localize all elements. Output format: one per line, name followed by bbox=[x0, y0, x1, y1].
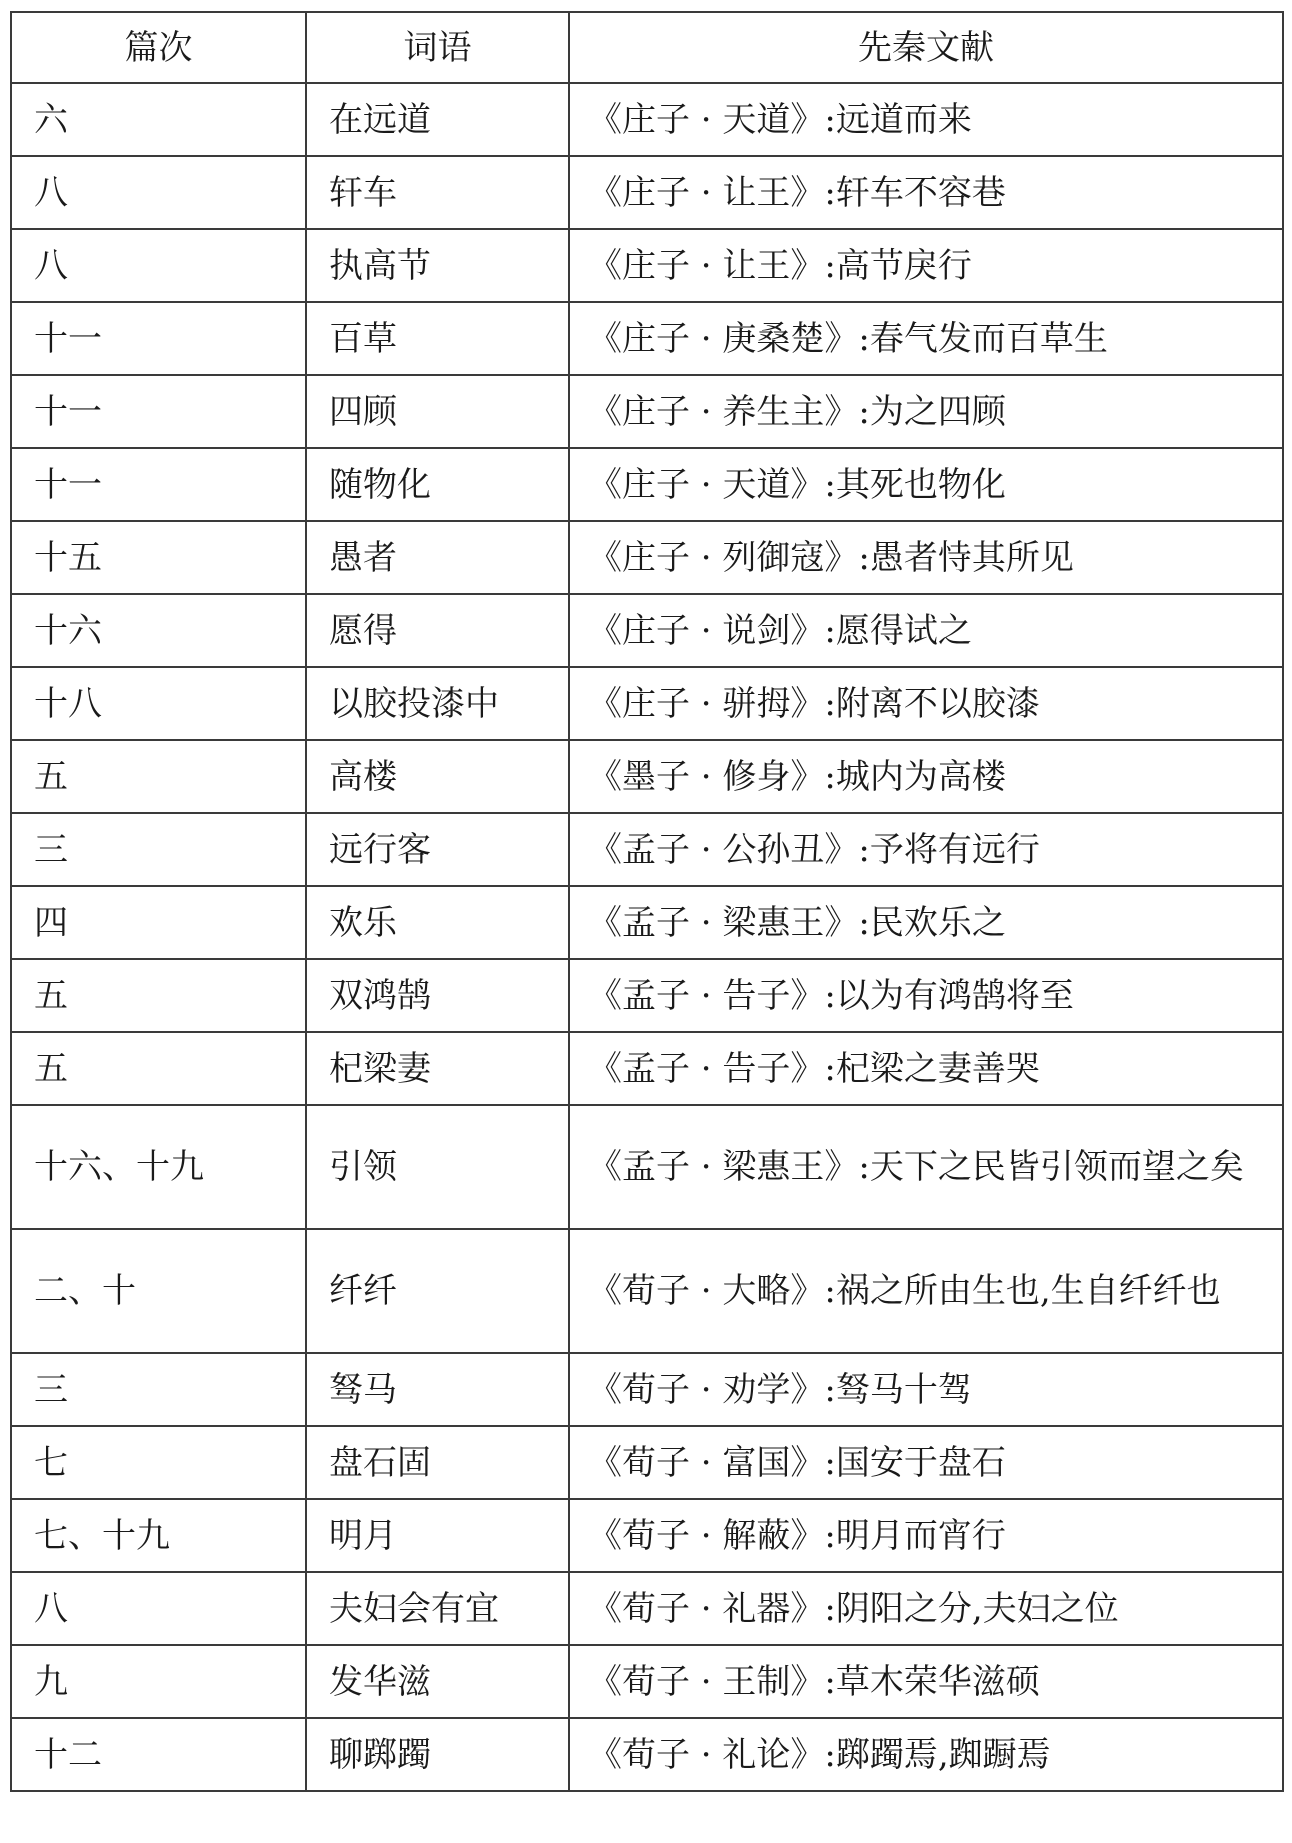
source-cell: 《庄子 · 骈拇》:附离不以胶漆 bbox=[569, 667, 1283, 740]
term-cell: 愿得 bbox=[306, 594, 569, 667]
table-row bbox=[11, 448, 1283, 521]
table-header bbox=[11, 12, 1283, 83]
source-cell: 《荀子 · 解蔽》:明月而宵行 bbox=[569, 1499, 1283, 1572]
source-cell: 《庄子 · 列御寇》:愚者恃其所见 bbox=[569, 521, 1283, 594]
source-cell: 《庄子 · 庚桑楚》:春气发而百草生 bbox=[569, 302, 1283, 375]
table-body bbox=[11, 83, 1283, 1791]
header-row bbox=[11, 12, 1283, 83]
chapter-cell: 八 bbox=[11, 156, 306, 229]
source-cell: 《庄子 · 天道》:其死也物化 bbox=[569, 448, 1283, 521]
table-row bbox=[11, 1032, 1283, 1105]
source-cell: 《庄子 · 让王》:高节戾行 bbox=[569, 229, 1283, 302]
source-cell: 《庄子 · 天道》:远道而来 bbox=[569, 83, 1283, 156]
chapter-cell: 七 bbox=[11, 1426, 306, 1499]
table-container bbox=[10, 11, 1282, 1792]
term-cell: 高楼 bbox=[306, 740, 569, 813]
chapter-cell: 五 bbox=[11, 740, 306, 813]
chapter-cell: 十五 bbox=[11, 521, 306, 594]
term-cell: 以胶投漆中 bbox=[306, 667, 569, 740]
chapter-cell: 九 bbox=[11, 1645, 306, 1718]
term-cell: 轩车 bbox=[306, 156, 569, 229]
chapter-cell: 十二 bbox=[11, 1718, 306, 1791]
header-term: 词语 bbox=[306, 12, 569, 83]
header-chapter: 篇次 bbox=[11, 12, 306, 83]
table-row bbox=[11, 959, 1283, 1032]
source-cell: 《孟子 · 告子》:以为有鸿鹄将至 bbox=[569, 959, 1283, 1032]
source-cell: 《庄子 · 说剑》:愿得试之 bbox=[569, 594, 1283, 667]
source-cell: 《荀子 · 劝学》:驽马十驾 bbox=[569, 1353, 1283, 1426]
chapter-cell: 十六、十九 bbox=[11, 1105, 306, 1229]
source-cell: 《荀子 · 礼论》:踯躅焉,踟蹰焉 bbox=[569, 1718, 1283, 1791]
term-cell: 明月 bbox=[306, 1499, 569, 1572]
table-row bbox=[11, 156, 1283, 229]
source-cell: 《孟子 · 公孙丑》:予将有远行 bbox=[569, 813, 1283, 886]
source-cell: 《荀子 · 王制》:草木荣华滋硕 bbox=[569, 1645, 1283, 1718]
chapter-cell: 五 bbox=[11, 959, 306, 1032]
source-cell: 《庄子 · 让王》:轩车不容巷 bbox=[569, 156, 1283, 229]
chapter-cell: 六 bbox=[11, 83, 306, 156]
source-cell: 《荀子 · 大略》:祸之所由生也,生自纤纤也 bbox=[569, 1229, 1283, 1353]
term-cell: 在远道 bbox=[306, 83, 569, 156]
chapter-cell: 三 bbox=[11, 1353, 306, 1426]
table-row bbox=[11, 229, 1283, 302]
table-row bbox=[11, 375, 1283, 448]
term-cell: 杞梁妻 bbox=[306, 1032, 569, 1105]
term-cell: 欢乐 bbox=[306, 886, 569, 959]
source-cell: 《孟子 · 梁惠王》:民欢乐之 bbox=[569, 886, 1283, 959]
chapter-cell: 二、十 bbox=[11, 1229, 306, 1353]
table-row bbox=[11, 1426, 1283, 1499]
term-cell: 驽马 bbox=[306, 1353, 569, 1426]
chapter-cell: 十一 bbox=[11, 448, 306, 521]
source-cell: 《荀子 · 礼器》:阴阳之分,夫妇之位 bbox=[569, 1572, 1283, 1645]
comparison-table bbox=[10, 11, 1284, 1792]
header-source: 先秦文献 bbox=[569, 12, 1283, 83]
source-cell: 《墨子 · 修身》:城内为高楼 bbox=[569, 740, 1283, 813]
table-row bbox=[11, 740, 1283, 813]
source-cell: 《荀子 · 富国》:国安于盘石 bbox=[569, 1426, 1283, 1499]
table-row bbox=[11, 1718, 1283, 1791]
term-cell: 引领 bbox=[306, 1105, 569, 1229]
chapter-cell: 五 bbox=[11, 1032, 306, 1105]
chapter-cell: 四 bbox=[11, 886, 306, 959]
chapter-cell: 七、十九 bbox=[11, 1499, 306, 1572]
table-row bbox=[11, 1645, 1283, 1718]
term-cell: 愚者 bbox=[306, 521, 569, 594]
table-row bbox=[11, 1105, 1283, 1229]
term-cell: 随物化 bbox=[306, 448, 569, 521]
table-row bbox=[11, 521, 1283, 594]
chapter-cell: 八 bbox=[11, 1572, 306, 1645]
table-row bbox=[11, 667, 1283, 740]
table-row bbox=[11, 1353, 1283, 1426]
chapter-cell: 八 bbox=[11, 229, 306, 302]
chapter-cell: 十八 bbox=[11, 667, 306, 740]
source-cell: 《孟子 · 告子》:杞梁之妻善哭 bbox=[569, 1032, 1283, 1105]
term-cell: 夫妇会有宜 bbox=[306, 1572, 569, 1645]
term-cell: 百草 bbox=[306, 302, 569, 375]
table-row bbox=[11, 813, 1283, 886]
table-row bbox=[11, 1572, 1283, 1645]
table-row bbox=[11, 594, 1283, 667]
chapter-cell: 十一 bbox=[11, 302, 306, 375]
term-cell: 远行客 bbox=[306, 813, 569, 886]
table-row bbox=[11, 83, 1283, 156]
table-row bbox=[11, 1499, 1283, 1572]
table-row bbox=[11, 886, 1283, 959]
term-cell: 盘石固 bbox=[306, 1426, 569, 1499]
chapter-cell: 十一 bbox=[11, 375, 306, 448]
term-cell: 聊踯躅 bbox=[306, 1718, 569, 1791]
term-cell: 双鸿鹄 bbox=[306, 959, 569, 1032]
term-cell: 执高节 bbox=[306, 229, 569, 302]
chapter-cell: 十六 bbox=[11, 594, 306, 667]
chapter-cell: 三 bbox=[11, 813, 306, 886]
table-row bbox=[11, 1229, 1283, 1353]
source-cell: 《庄子 · 养生主》:为之四顾 bbox=[569, 375, 1283, 448]
term-cell: 发华滋 bbox=[306, 1645, 569, 1718]
term-cell: 四顾 bbox=[306, 375, 569, 448]
source-cell: 《孟子 · 梁惠王》:天下之民皆引领而望之矣 bbox=[569, 1105, 1283, 1229]
term-cell: 纤纤 bbox=[306, 1229, 569, 1353]
table-row bbox=[11, 302, 1283, 375]
